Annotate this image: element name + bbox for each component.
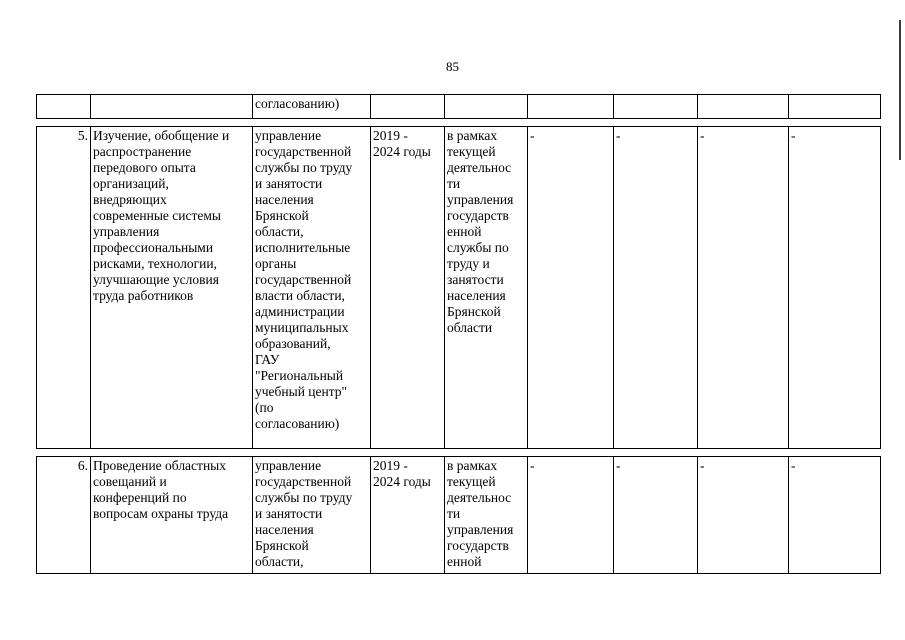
funding-cell: в рамках текущей деятельнос ти управления государств енной службы по труду и занятости населения Брянской области (445, 127, 528, 449)
value-cell (789, 95, 881, 119)
value-cell: - (614, 457, 698, 574)
period-cell: 2019 - 2024 годы (371, 457, 445, 574)
scan-edge-mark (899, 20, 901, 160)
value-cell (528, 95, 614, 119)
executor-cell: управление государственной службы по труду и занятости населения Брянской области, (253, 457, 371, 574)
table-row (37, 95, 881, 119)
measure-cell: Изучение, обобщение и распространение передового опыта организаций, внедряющих современные системы управления профессиональными рисками, технологии, улучшающие условия труда работников (91, 127, 253, 449)
row-number-cell: 5. (37, 127, 91, 449)
measure-cell (91, 95, 253, 119)
executor-cell: согласованию) (253, 95, 371, 119)
value-cell: - (789, 457, 881, 574)
value-cell: - (789, 127, 881, 449)
value-cell: - (698, 127, 789, 449)
value-cell: - (698, 457, 789, 574)
period-cell (371, 95, 445, 119)
table-row (37, 127, 881, 449)
value-cell: - (614, 127, 698, 449)
value-cell (698, 95, 789, 119)
row-gap (37, 119, 881, 127)
row-number-cell: 6. (37, 457, 91, 574)
executor-cell: управление государственной службы по труду и занятости населения Брянской области, исполнительные органы государственной власти области, администрации муниципальных образований, ГАУ "Региональный учебный центр" (по согласованию) (253, 127, 371, 449)
funding-cell (445, 95, 528, 119)
row-gap (37, 449, 881, 457)
value-cell (614, 95, 698, 119)
measure-cell: Проведение областных совещаний и конференций по вопросам охраны труда (91, 457, 253, 574)
page-number: 85 (446, 59, 459, 74)
measures-table (36, 94, 881, 574)
period-cell: 2019 - 2024 годы (371, 127, 445, 449)
funding-cell: в рамках текущей деятельнос ти управления государств енной (445, 457, 528, 574)
row-number-cell (37, 95, 91, 119)
value-cell: - (528, 457, 614, 574)
value-cell: - (528, 127, 614, 449)
table-row (37, 457, 881, 574)
